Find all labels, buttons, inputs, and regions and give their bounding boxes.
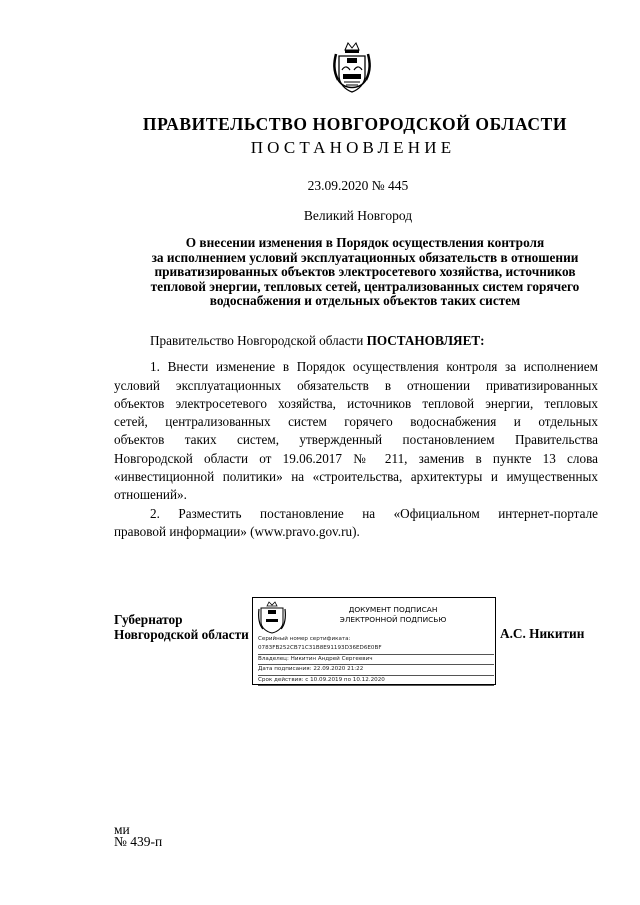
stamp-signed-date: Дата подписания: 22.09.2020 21:22 (258, 665, 494, 675)
novgorod-coat-of-arms-icon (330, 40, 374, 96)
stamp-serial: 0783FB252CB71C31B8E91193D36ED6E0BF (258, 644, 494, 654)
registration-number: № 439-п (114, 834, 163, 849)
position-line: Губернатор (114, 612, 183, 627)
paragraph-line: правовой информации» (www.pravo.gov.ru). (114, 523, 360, 539)
subject-line: приватизированных объектов электросетевого хозяйства, источников (154, 264, 576, 280)
subject-line: водоснабжения и отдельных объектов таких систем (209, 293, 521, 309)
stamp-subtitle: ЭЛЕКТРОННОЙ ПОДПИСЬЮ (339, 615, 447, 624)
date-and-number: 23.09.2020 № 445 (307, 178, 409, 193)
signatory-name: А.С. Никитин (500, 626, 585, 641)
executor-initials: ми (114, 822, 130, 837)
stamp-validity: Срок действия: с 10.09.2019 по 10.12.2020 (258, 676, 494, 686)
position-line: Новгородской области (114, 627, 249, 642)
intro-text: Правительство Новгородской области (150, 333, 367, 348)
document-subject (0, 236, 640, 309)
paragraph-line: условий эксплуатационных обязательств в отношении приватизированных (114, 377, 598, 393)
paragraph-2 (114, 505, 598, 542)
stamp-details (258, 635, 494, 686)
paragraph-line: Новгородской области от 19.06.2017 № 211, заменив в пункте 13 слова (114, 450, 598, 466)
paragraph-line: объектов электросетевого хозяйства, источников тепловой энергии, тепловых (114, 395, 598, 411)
city: Великий Новгород (303, 208, 413, 223)
subject-line: за исполнением условий эксплуатационных обязательств в отношении (151, 249, 579, 265)
paragraph-line: 2. Разместить постановление на «Официальном интернет-портале (150, 505, 598, 521)
paragraph-1 (114, 358, 598, 504)
stamp-owner: Владелец: Никитин Андрей Сергеевич (258, 655, 494, 665)
government-title: ПРАВИТЕЛЬСТВО НОВГОРОДСКОЙ ОБЛАСТИ (142, 114, 568, 134)
stamp-serial-label: Серийный номер сертификата: (258, 636, 351, 642)
document-footer (114, 824, 162, 848)
subject-line: тепловой энергии, тепловых сетей, централизованных систем горячего (150, 278, 580, 294)
subject-line: О внесении изменения в Порядок осуществления контроля (185, 235, 545, 250)
paragraph-line: отношений». (114, 487, 187, 503)
paragraph-line: объектов таких систем, утвержденный постановлением Правительства (114, 432, 598, 448)
electronic-signature-stamp (252, 597, 496, 685)
document-type: ПОСТАНОВЛЕНИЕ (250, 138, 456, 157)
paragraph-line: сетей, централизованных систем горячего водоснабжения и отдельных (114, 414, 598, 430)
intro-keyword: ПОСТАНОВЛЯЕТ: (366, 333, 485, 348)
signatory-position (114, 612, 249, 642)
document-body (114, 332, 598, 541)
stamp-title: ДОКУМЕНТ ПОДПИСАН (348, 605, 438, 614)
paragraph-line: 1. Внести изменение в Порядок осуществления контроля за исполнением (150, 359, 598, 375)
resolution-intro (114, 332, 598, 350)
paragraph-line: «инвестиционной политики» на «строительства, архитектуры и имущественных (114, 469, 598, 485)
